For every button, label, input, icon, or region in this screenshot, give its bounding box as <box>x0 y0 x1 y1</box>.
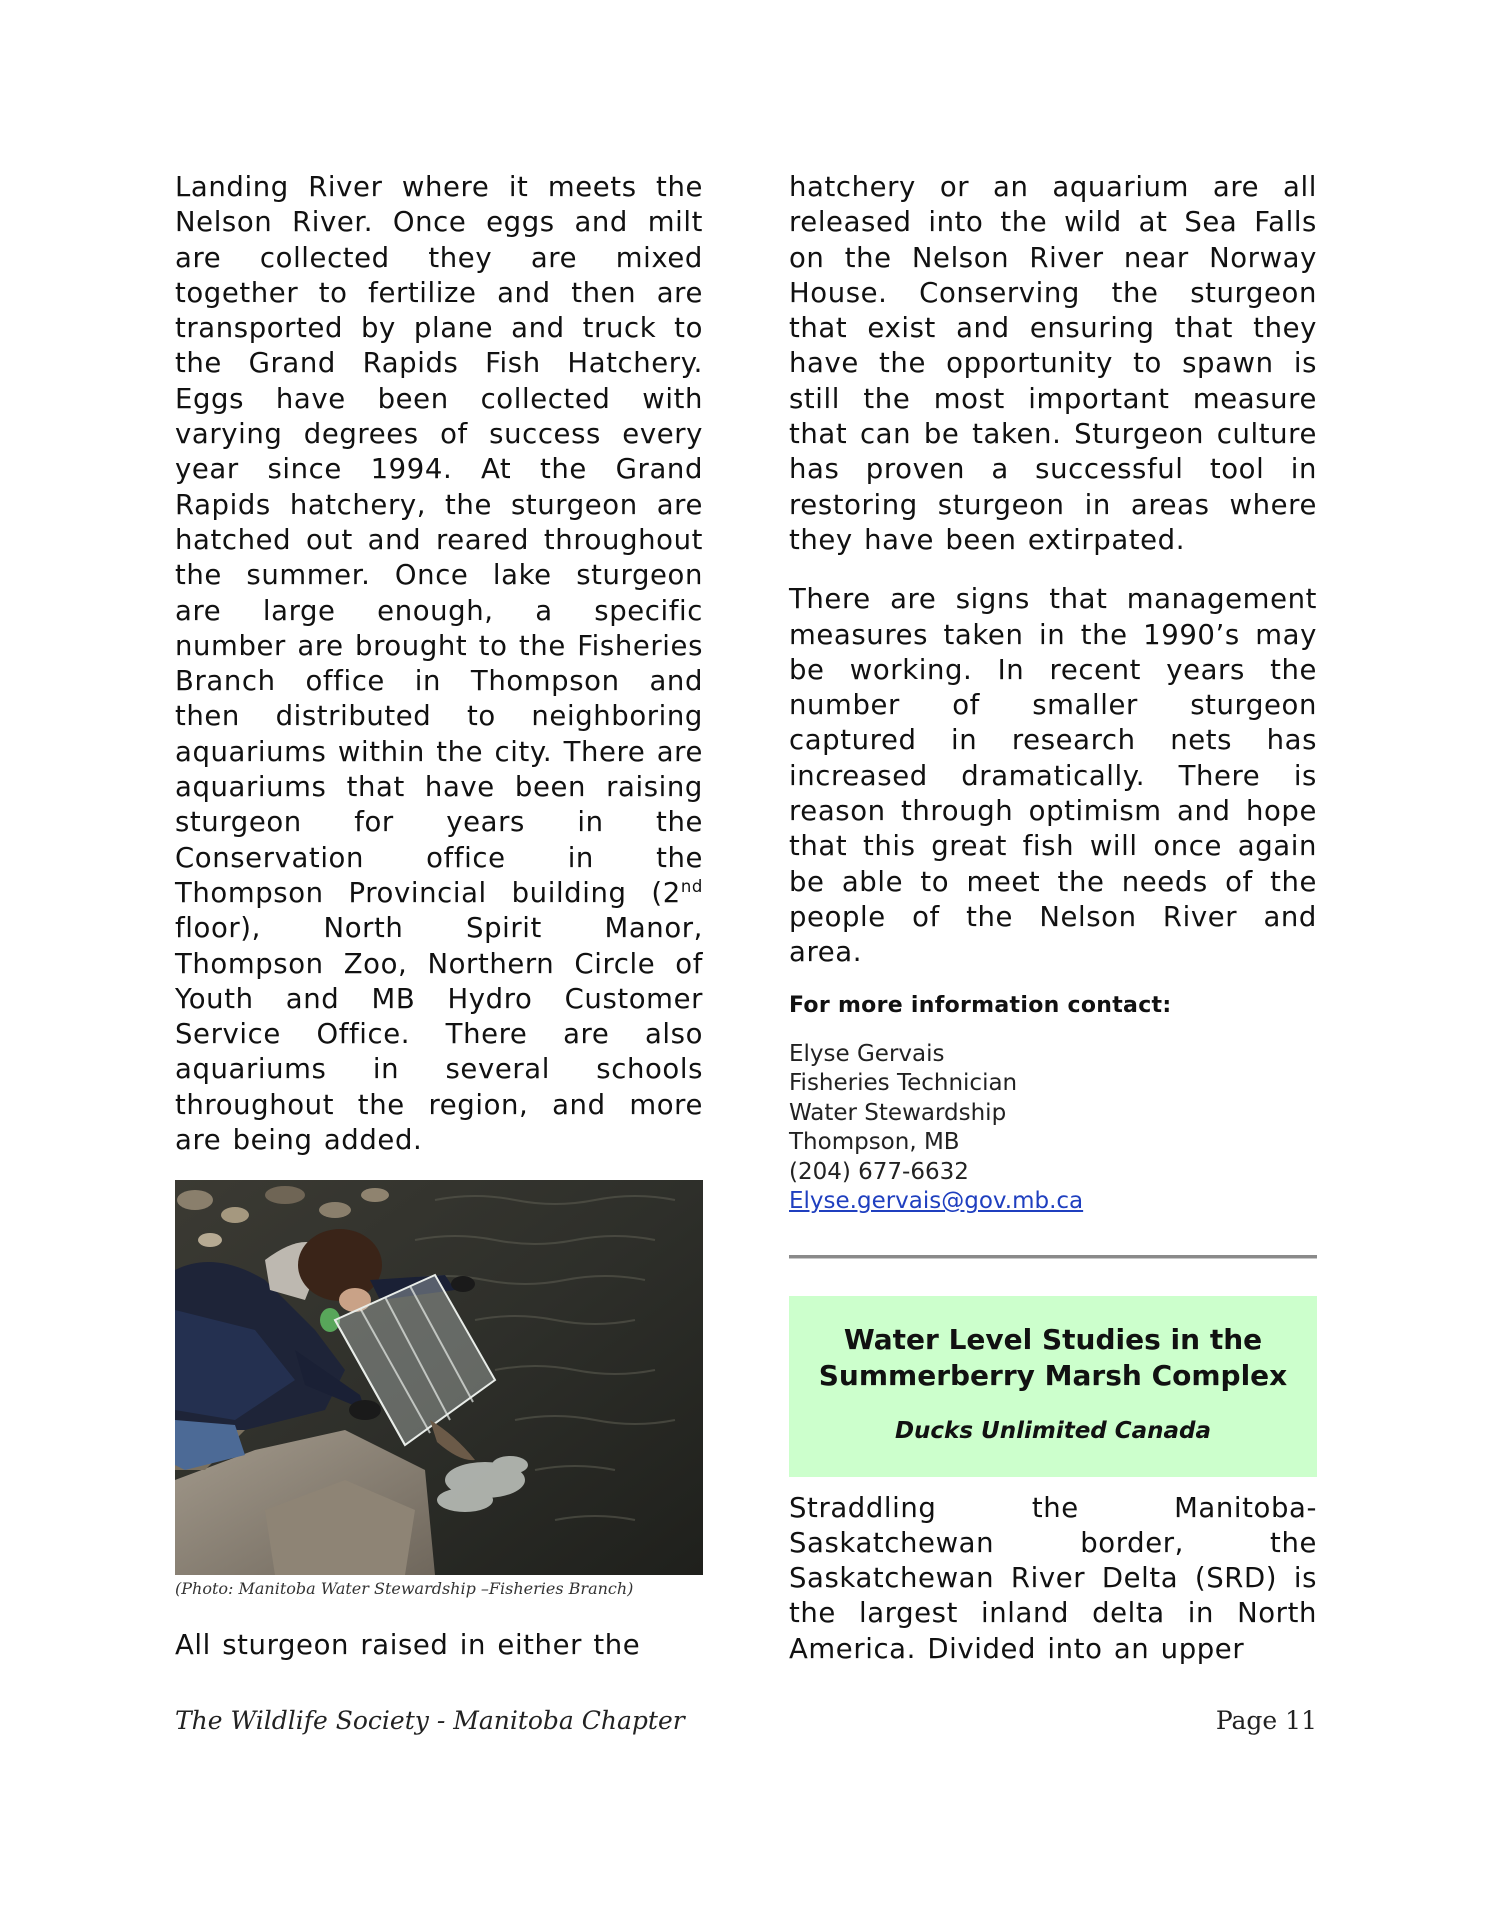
ordinal-suffix: nd <box>680 876 703 896</box>
contact-heading: For more information contact: <box>789 992 1172 1018</box>
right-paragraph-2: There are signs that management measures taken in the 1990’s may be working. In recent years the number of smaller sturgeon captured in research nets has increased dramatically. There is reason through optimism and hope that this great fish will once again be able to meet the needs of the people of the Nelson River and area. <box>789 583 1317 969</box>
right-paragraph-1: hatchery or an aquarium are all released into the wild at Sea Falls on the Nelson River near Norway House. Conserving the sturgeon that exist and ensuring that they have the opportunity to spawn is still the most important measure that can be taken. Sturgeon culture has proven a successful tool in restoring sturgeon in areas where they have been extirpated. <box>789 171 1317 556</box>
right-column <box>789 170 1317 1667</box>
contact-email-link[interactable]: Elyse.gervais@gov.mb.ca <box>789 1188 1084 1215</box>
contact-department: Water Stewardship <box>789 1099 1007 1126</box>
article-title-line-1: Water Level Studies in the <box>843 1322 1263 1356</box>
photo-caption: (Photo: Manitoba Water Stewardship –Fisheries Branch) <box>175 1579 634 1599</box>
article-title-line-2: Summerberry Marsh Complex <box>818 1358 1288 1392</box>
left-paragraph-1-part-b: floor), North Spirit Manor, Thompson Zoo, Northern Circle of Youth and MB Hydro Customer Service Office. There are also aquariums in several schools throughout the region, and more are being added. <box>175 912 703 1157</box>
contact-name: Elyse Gervais <box>789 1040 945 1067</box>
contact-location: Thompson, MB <box>789 1129 960 1156</box>
section-divider <box>789 1255 1317 1259</box>
sturgeon-release-photo <box>175 1180 703 1575</box>
article-author: Ducks Unlimited Canada <box>894 1417 1212 1444</box>
left-paragraph-1-part-a: Landing River where it meets the Nelson River. Once eggs and milt are collected they are mixed together to fertilize and then are transported by plane and truck to the Grand Rapids Fish Hatchery. Eggs have been collected with varying degrees of success every year since 1994. At the Grand Rapids hatchery, the sturgeon are hatched out and reared throughout the summer. Once lake sturgeon are large enough, a specific number are brought to the Fisheries Branch office in Thompson and then distributed to neighboring aquariums within the city. There are aquariums that have been raising sturgeon for years in the Conservation office in the Thompson Provincial building (2 <box>175 171 703 909</box>
contact-phone: (204) 677-6632 <box>789 1158 969 1185</box>
contact-block <box>789 1040 1317 1217</box>
right-paragraph-3: Straddling the Manitoba-Saskatchewan border, the Saskatchewan River Delta (SRD) is the largest inland delta in North America. Divided into an upper <box>789 1491 1317 1665</box>
left-column <box>175 170 703 1664</box>
footer-publication: The Wildlife Society - Manitoba Chapter <box>175 1706 685 1735</box>
article-header-callout <box>789 1296 1317 1477</box>
left-paragraph-2: All sturgeon raised in either the <box>175 1629 641 1662</box>
left-paragraph-1 <box>175 170 703 1158</box>
page-number: Page 11 <box>1215 1706 1317 1735</box>
contact-title: Fisheries Technician <box>789 1070 1018 1097</box>
